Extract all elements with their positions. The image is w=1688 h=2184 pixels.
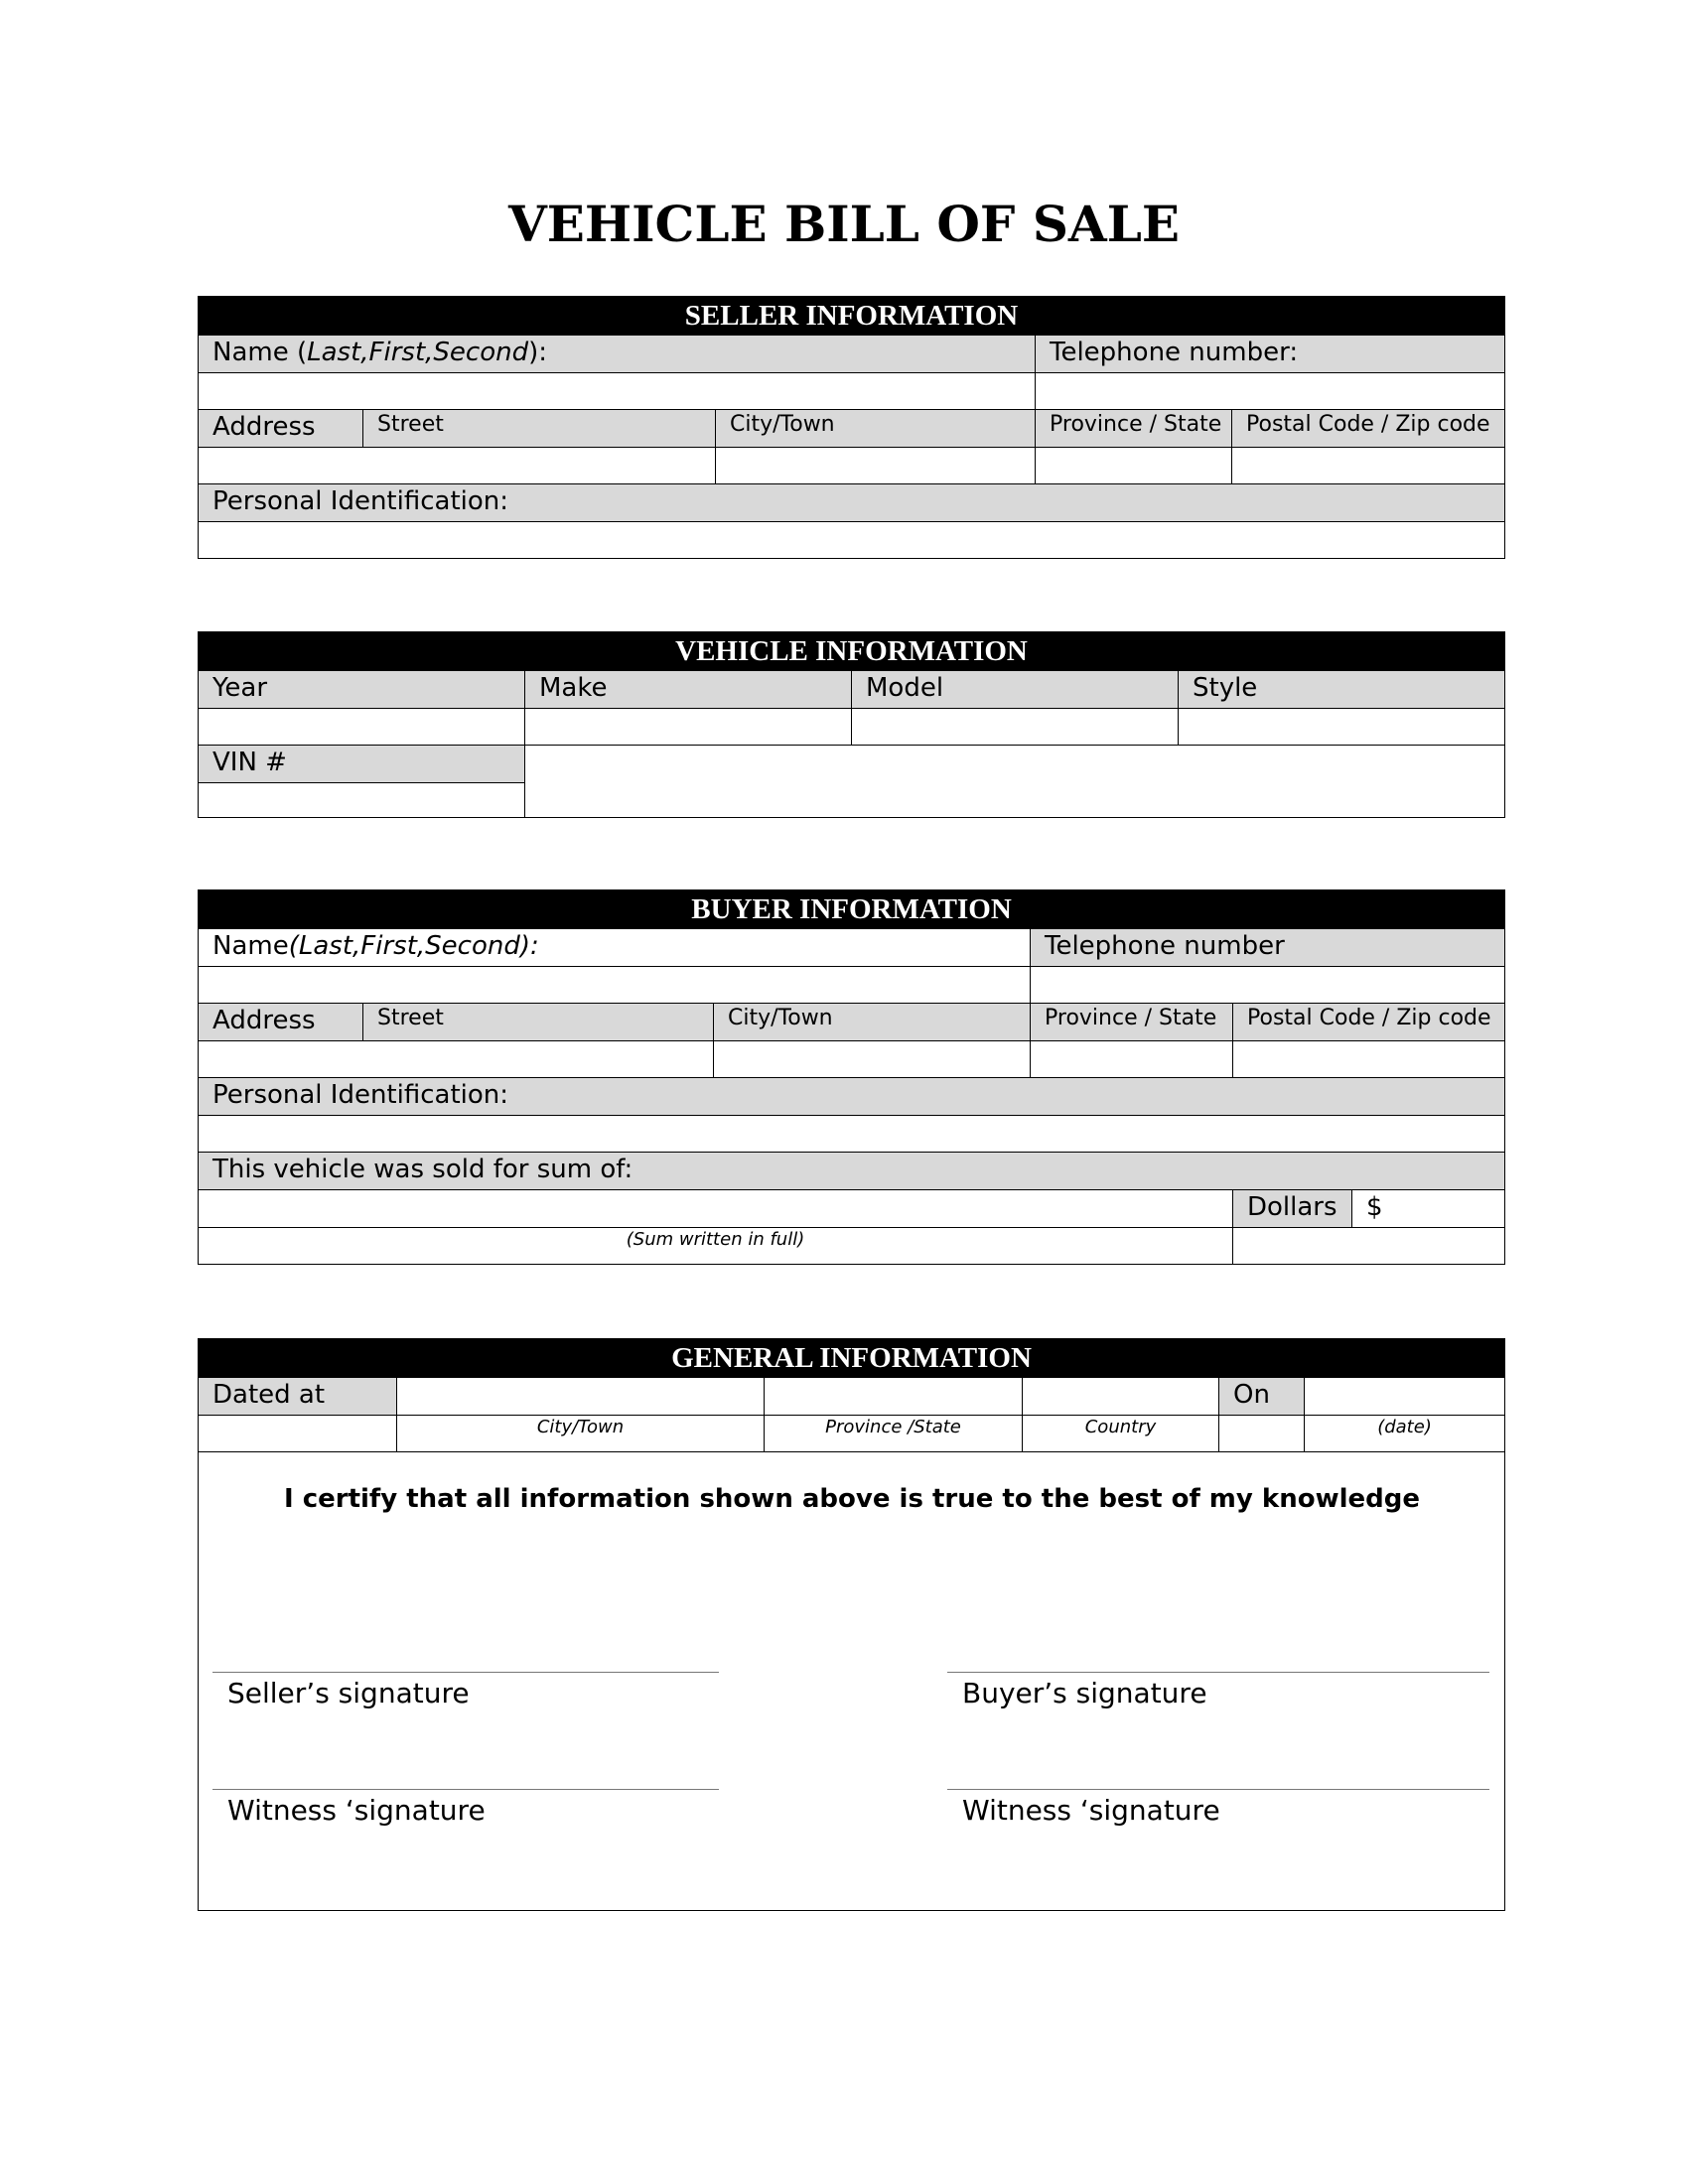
certification-area xyxy=(199,1452,1505,1911)
dollar-amount-field[interactable] xyxy=(1352,1190,1505,1228)
general-section xyxy=(198,1338,1504,1911)
seller-postal-label: Postal Code / Zip code xyxy=(1232,410,1505,448)
seller-witness-signature-label: Witness ‘signature xyxy=(227,1794,486,1827)
buyer-header: BUYER INFORMATION xyxy=(199,890,1505,929)
seller-city-label: City/Town xyxy=(716,410,1036,448)
seller-street-label: Street xyxy=(363,410,716,448)
date-note: (date) xyxy=(1305,1416,1505,1452)
buyer-address-label: Address xyxy=(199,1004,363,1041)
buyer-postal-label: Postal Code / Zip code xyxy=(1233,1004,1505,1041)
buyer-witness-signature-line[interactable] xyxy=(947,1789,1489,1790)
seller-signature-label: Seller’s signature xyxy=(227,1677,470,1709)
buyer-id-field[interactable] xyxy=(199,1116,1505,1153)
city-note: City/Town xyxy=(397,1416,765,1452)
seller-name-field[interactable] xyxy=(199,373,1036,410)
on-blank-cell xyxy=(1219,1416,1305,1452)
vehicle-year-field[interactable] xyxy=(199,709,525,746)
seller-header: SELLER INFORMATION xyxy=(199,297,1505,336)
vehicle-style-label: Style xyxy=(1179,671,1505,709)
seller-name-label: Name (Last,First,Second): xyxy=(199,336,1036,373)
seller-address-label: Address xyxy=(199,410,363,448)
dated-country-field[interactable] xyxy=(1023,1378,1219,1416)
vehicle-header: VEHICLE INFORMATION xyxy=(199,632,1505,671)
buyer-name-label: Name(Last,First,Second): xyxy=(199,929,1031,967)
sold-for-label: This vehicle was sold for sum of: xyxy=(199,1153,1505,1190)
seller-street-field[interactable] xyxy=(199,448,716,484)
vehicle-vin-field[interactable] xyxy=(199,783,525,818)
on-label: On xyxy=(1219,1378,1305,1416)
buyer-signature-label: Buyer’s signature xyxy=(962,1677,1207,1709)
dollar-amount-extra-field[interactable] xyxy=(1233,1228,1505,1265)
dollar-sign: $ xyxy=(1366,1192,1383,1222)
sum-written-field[interactable] xyxy=(199,1190,1233,1228)
sum-written-note: (Sum written in full) xyxy=(199,1228,1233,1265)
buyer-name-field[interactable] xyxy=(199,967,1031,1004)
buyer-province-field[interactable] xyxy=(1031,1041,1233,1078)
page-title: VEHICLE BILL OF SALE xyxy=(507,195,1180,253)
seller-section xyxy=(198,296,1504,559)
dollars-label: Dollars xyxy=(1233,1190,1352,1228)
buyer-postal-field[interactable] xyxy=(1233,1041,1505,1078)
seller-witness-signature-line[interactable] xyxy=(212,1789,719,1790)
dated-at-label: Dated at xyxy=(199,1378,397,1416)
province-note: Province /State xyxy=(765,1416,1023,1452)
buyer-street-label: Street xyxy=(363,1004,714,1041)
vehicle-section xyxy=(198,631,1504,818)
seller-telephone-field[interactable] xyxy=(1036,373,1505,410)
dated-blank-cell xyxy=(199,1416,397,1452)
buyer-city-field[interactable] xyxy=(714,1041,1031,1078)
vehicle-vin-label: VIN # xyxy=(199,746,525,783)
vehicle-model-field[interactable] xyxy=(852,709,1179,746)
seller-id-field[interactable] xyxy=(199,522,1505,559)
country-note: Country xyxy=(1023,1416,1219,1452)
vehicle-style-field[interactable] xyxy=(1179,709,1505,746)
vehicle-year-label: Year xyxy=(199,671,525,709)
buyer-witness-signature-label: Witness ‘signature xyxy=(962,1794,1220,1827)
buyer-telephone-label: Telephone number xyxy=(1031,929,1505,967)
seller-signature-line[interactable] xyxy=(212,1672,719,1673)
buyer-section xyxy=(198,889,1504,1265)
vehicle-model-label: Model xyxy=(852,671,1179,709)
buyer-street-field[interactable] xyxy=(199,1041,714,1078)
general-header: GENERAL INFORMATION xyxy=(199,1339,1505,1378)
buyer-signature-line[interactable] xyxy=(947,1672,1489,1673)
vehicle-blank-area xyxy=(525,746,1505,818)
seller-postal-field[interactable] xyxy=(1232,448,1505,484)
vehicle-make-label: Make xyxy=(525,671,852,709)
seller-province-field[interactable] xyxy=(1036,448,1232,484)
seller-telephone-label: Telephone number: xyxy=(1036,336,1505,373)
dated-province-field[interactable] xyxy=(765,1378,1023,1416)
buyer-telephone-field[interactable] xyxy=(1031,967,1505,1004)
seller-id-label: Personal Identification: xyxy=(199,484,1505,522)
buyer-city-label: City/Town xyxy=(714,1004,1031,1041)
vehicle-make-field[interactable] xyxy=(525,709,852,746)
dated-date-field[interactable] xyxy=(1305,1378,1505,1416)
buyer-id-label: Personal Identification: xyxy=(199,1078,1505,1116)
buyer-province-label: Province / State xyxy=(1031,1004,1233,1041)
certify-statement: I certify that all information shown above is true to the best of my knowledge xyxy=(284,1484,1420,1514)
seller-city-field[interactable] xyxy=(716,448,1036,484)
seller-province-label: Province / State xyxy=(1036,410,1232,448)
dated-city-field[interactable] xyxy=(397,1378,765,1416)
